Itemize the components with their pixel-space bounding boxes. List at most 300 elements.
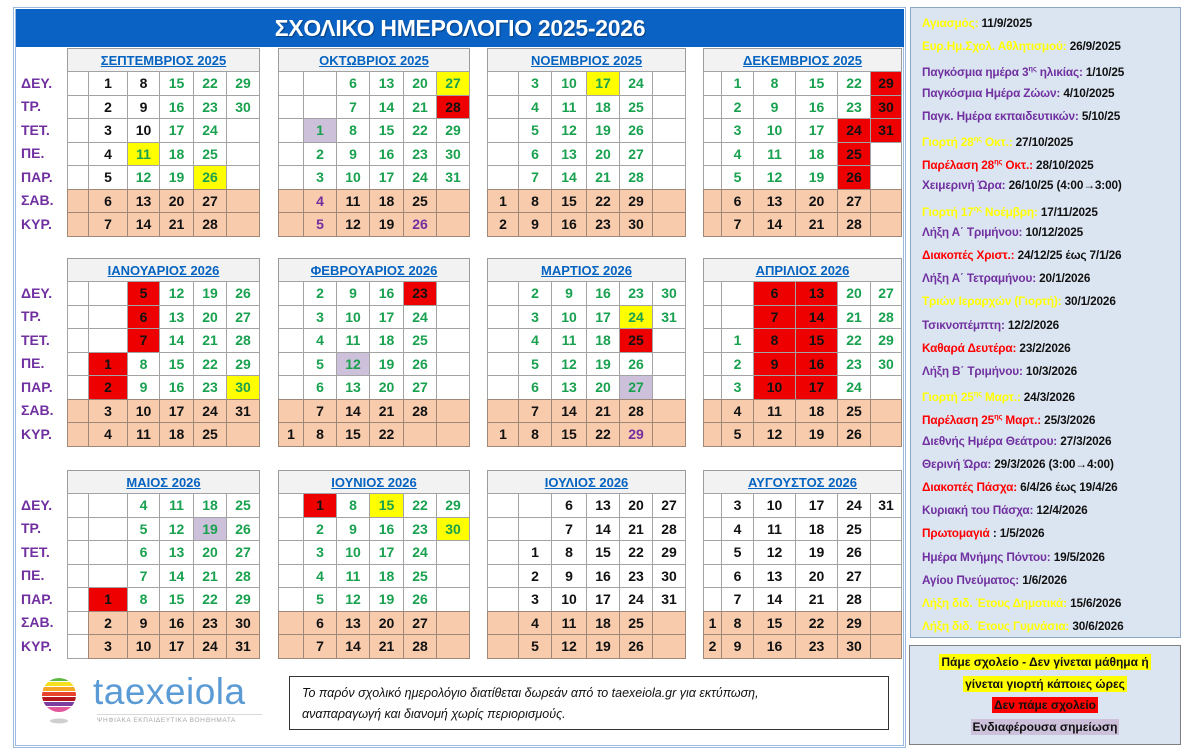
event-label-superscript: ης [973,134,982,143]
event-label [922,16,978,30]
event-label-text: Λήξη Α΄ Τριμήνου: [922,224,1023,239]
day-cell [88,305,128,330]
day-cell: 6 [753,281,796,306]
day-cell: 21 [795,587,838,612]
day-cell: 23 [193,375,227,400]
day-cell: 8 [753,328,796,353]
day-cell [88,493,128,518]
day-cell: 22 [837,71,871,96]
day-cell: 26 [403,352,437,377]
day-cell: 27 [619,142,653,167]
weekday-label: ΤΡ. [21,520,41,537]
event-label [922,271,1036,285]
event-label-text: Παγκ. Ημέρα εκπαιδευτικών: [922,108,1079,123]
month-title: ΜΑΡΤΙΟΣ 2026 [541,262,632,278]
day-cell: 5 [88,165,128,190]
event-date: 1/6/2026 [1022,572,1067,587]
day-cell: 1 [303,493,337,518]
day-cell [436,352,470,377]
day-cell: 4 [518,328,552,353]
event-item [922,200,1098,221]
day-cell [436,611,470,636]
day-cell: 28 [193,212,227,237]
event-label-text: Παγκόσμια Ημέρα Ζώων: [922,85,1061,100]
day-cell [303,95,337,120]
month-header [67,48,260,72]
month-title: ΔΕΚΕΜΒΡΙΟΣ 2025 [742,52,863,68]
day-cell [67,305,89,330]
day-cell: 13 [369,71,404,96]
day-cell: 28 [403,399,437,424]
day-cell: 15 [336,422,370,447]
day-cell: 13 [753,189,796,214]
day-cell: 14 [551,399,587,424]
day-cell: 18 [369,328,404,353]
day-cell [88,517,128,542]
day-cell [278,540,304,565]
day-cell: 11 [551,611,587,636]
event-item [922,14,1032,32]
month-title: ΙΑΝΟΥΑΡΙΟΣ 2026 [107,262,220,278]
day-cell: 4 [88,422,128,447]
day-cell: 30 [870,95,902,120]
event-label [922,341,1016,355]
legend-item [910,651,1180,673]
day-cell: 29 [619,189,653,214]
day-cell: 18 [159,142,194,167]
legend-item [910,694,1180,716]
day-cell: 7 [303,399,337,424]
day-cell: 8 [551,540,587,565]
day-cell: 27 [870,281,902,306]
event-item [922,223,1083,241]
day-cell: 24 [193,634,227,659]
day-cell: 2 [88,95,128,120]
day-cell: 15 [159,352,194,377]
event-date: 11/9/2025 [981,16,1033,30]
day-cell: 8 [127,352,160,377]
day-cell [487,71,519,96]
day-cell: 15 [551,189,587,214]
day-cell [487,305,519,330]
day-cell: 9 [551,281,587,306]
day-cell [870,142,902,167]
day-cell: 20 [619,493,653,518]
day-cell [487,564,519,589]
day-cell: 9 [721,634,754,659]
day-cell: 24 [403,305,437,330]
day-cell: 2 [88,375,128,400]
event-label-superscript: ης [973,389,982,399]
month-header [67,258,260,282]
event-date: 12/4/2026 [1036,503,1088,518]
day-cell: 13 [795,281,838,306]
day-cell [870,422,902,447]
event-label [922,619,1069,633]
day-cell: 14 [369,95,404,120]
event-item [922,478,1118,496]
day-cell [67,281,89,306]
day-cell: 13 [159,540,194,565]
day-cell: 8 [336,493,370,518]
event-item [922,269,1090,287]
day-cell: 18 [795,142,838,167]
day-cell: 27 [193,189,227,214]
day-cell: 27 [436,71,470,96]
day-cell: 29 [619,422,653,447]
day-cell: 10 [753,118,796,143]
day-cell [436,422,470,447]
day-cell: 29 [436,118,470,143]
event-date: : 1/5/2026 [992,526,1045,541]
day-cell [226,422,260,447]
event-label-text: Θερινή Ώρα: [922,456,992,471]
event-date: 20/1/2026 [1039,271,1091,286]
legend-label: γίνεται γιορτή κάποιες ώρες [965,676,1125,691]
day-cell: 3 [303,305,337,330]
day-cell: 25 [193,142,227,167]
day-cell: 23 [403,517,437,542]
day-cell [67,165,89,190]
event-item [922,455,1114,473]
day-cell: 20 [403,71,437,96]
event-label-text: Χειμερινή Ώρα: [922,178,1006,193]
event-item [922,246,1121,264]
day-cell: 21 [369,634,404,659]
day-cell: 5 [303,352,337,377]
day-cell: 12 [159,281,194,306]
event-date: 12/2/2026 [1007,317,1060,332]
event-item [922,316,1059,334]
event-label-text: Οκτ.: [1002,158,1033,173]
day-cell [278,634,304,659]
event-label [922,135,1012,149]
day-cell: 3 [721,118,754,143]
event-label-text: Νοέμβρη: [981,204,1038,219]
day-cell: 19 [795,540,838,565]
day-cell: 27 [652,493,686,518]
day-cell: 15 [551,422,587,447]
day-cell [487,634,519,659]
weekday-label: ΤΕΤ. [21,121,50,138]
day-cell [487,165,519,190]
day-cell: 24 [193,399,227,424]
event-item [922,617,1123,635]
day-cell: 21 [193,564,227,589]
day-cell: 25 [403,189,437,214]
day-cell: 3 [721,493,754,518]
month-header [487,48,686,72]
event-item [922,362,1077,380]
page-title: ΣΧΟΛΙΚΟ ΗΜΕΡΟΛΟΓΙΟ 2025-2026 [16,9,904,47]
event-label [922,596,1067,610]
event-date: 27/10/2025 [1015,135,1074,149]
day-cell: 1 [88,352,128,377]
day-cell: 25 [837,517,871,542]
weekday-label: ΚΥΡ. [21,215,52,232]
day-cell [652,212,686,237]
legend-label: Ενδιαφέρουσα σημείωση [972,719,1118,734]
day-cell [652,165,686,190]
day-cell [652,71,686,96]
day-cell: 29 [870,71,902,96]
event-date: 10/3/2026 [1025,364,1078,378]
day-cell: 31 [870,118,902,143]
day-cell: 1 [487,422,519,447]
day-cell [67,587,89,612]
day-cell: 15 [159,587,194,612]
day-cell: 19 [795,422,838,447]
event-label-text: Διακοπές Πάσχα: [922,480,1017,494]
legend-item [910,673,1180,695]
day-cell: 15 [369,118,404,143]
day-cell: 11 [551,95,587,120]
event-date: 30/6/2026 [1072,619,1124,634]
day-cell: 18 [586,328,620,353]
day-cell: 29 [226,352,260,377]
weekday-label: ΚΥΡ. [21,637,52,654]
day-cell [278,142,304,167]
day-cell: 12 [551,118,587,143]
day-cell [67,212,89,237]
day-cell: 9 [518,212,552,237]
day-cell: 29 [436,493,470,518]
day-cell: 17 [586,71,620,96]
day-cell: 3 [721,375,754,400]
day-cell: 8 [303,422,337,447]
day-cell: 6 [518,142,552,167]
day-cell: 20 [369,375,404,400]
day-cell: 28 [652,517,686,542]
day-cell: 2 [303,142,337,167]
day-cell [278,95,304,120]
day-cell: 26 [837,165,871,190]
day-cell [518,517,552,542]
day-cell [278,305,304,330]
event-date: 30/1/2026 [1064,294,1116,309]
day-cell: 5 [721,165,754,190]
event-label-text: Τσικνοπέμπτη: [922,317,1005,332]
day-cell [436,281,470,306]
day-cell: 12 [753,165,796,190]
day-cell [278,328,304,353]
day-cell: 27 [403,375,437,400]
day-cell: 5 [721,422,754,447]
day-cell: 23 [586,212,620,237]
day-cell: 19 [193,281,227,306]
day-cell: 5 [518,352,552,377]
day-cell: 15 [795,71,838,96]
day-cell: 16 [159,95,194,120]
day-cell: 29 [226,71,260,96]
day-cell: 16 [159,611,194,636]
day-cell [703,540,722,565]
event-label-superscript: ης [973,203,982,213]
day-cell: 25 [619,95,653,120]
day-cell: 14 [586,517,620,542]
weekday-label: ΤΡ. [21,308,41,325]
events-sidebar [910,7,1181,638]
day-cell: 24 [837,118,871,143]
day-cell: 8 [518,422,552,447]
event-label-text: Τριών Ιεραρχών (Γιορτή): [922,294,1062,309]
day-cell: 28 [837,212,871,237]
day-cell: 17 [369,305,404,330]
event-date: 1/10/25 [1085,65,1125,80]
day-cell [278,189,304,214]
event-label [922,86,1060,100]
day-cell: 4 [721,517,754,542]
day-cell [703,305,722,330]
day-cell: 20 [193,305,227,330]
day-cell [703,493,722,518]
month-header [703,258,902,282]
day-cell [436,328,470,353]
day-cell: 2 [721,352,754,377]
day-cell [436,375,470,400]
weekday-label: ΠΑΡ. [21,168,53,185]
event-date: 25/3/2026 [1044,413,1096,428]
day-cell [88,328,128,353]
day-cell: 10 [551,587,587,612]
day-cell: 8 [336,118,370,143]
event-label-text: Ημέρα Μνήμης Πόντου: [922,549,1051,564]
day-cell [436,564,470,589]
day-cell: 9 [753,95,796,120]
notice-line: Το παρόν σχολικό ημερολόγιο διατίθεται δωρεάν από το taexeiola.gr για εκτύπωση, [302,686,759,700]
day-cell: 30 [226,611,260,636]
weekday-label: ΤΕΤ. [21,543,50,560]
day-cell: 21 [837,305,871,330]
day-cell: 23 [403,142,437,167]
logo-subtitle: ΨΗΦΙΑΚΑ ΕΚΠΑΙΔΕΥΤΙΚΑ ΒΟΗΘΗΜΑΤΑ [97,714,262,724]
month-title: ΦΕΒΡΟΥΑΡΙΟΣ 2026 [310,262,438,278]
day-cell: 11 [159,493,194,518]
day-cell [652,95,686,120]
day-cell: 31 [226,634,260,659]
day-cell: 14 [159,564,194,589]
day-cell: 17 [586,587,620,612]
day-cell: 22 [837,328,871,353]
day-cell [278,564,304,589]
day-cell: 19 [586,634,620,659]
month-header [278,470,470,494]
day-cell: 20 [586,142,620,167]
day-cell: 10 [336,540,370,565]
day-cell: 4 [127,493,160,518]
day-cell: 26 [403,587,437,612]
day-cell: 9 [127,611,160,636]
event-label-text: Παγκόσμια ημέρα 3 [922,65,1029,80]
day-cell [703,165,722,190]
event-label [922,364,1023,378]
event-label [922,178,1005,192]
day-cell: 2 [518,564,552,589]
event-label [922,294,1061,308]
day-cell: 11 [336,189,370,214]
day-cell: 7 [721,212,754,237]
day-cell [703,281,722,306]
day-cell [487,611,519,636]
day-cell [403,422,437,447]
day-cell: 26 [619,634,653,659]
day-cell: 2 [487,212,519,237]
weekday-label: ΔΕΥ. [21,74,53,91]
day-cell: 5 [518,118,552,143]
day-cell [278,281,304,306]
day-cell: 16 [159,375,194,400]
weekday-label: ΣΑΒ. [21,192,54,209]
event-item [922,153,1094,174]
day-cell: 25 [619,611,653,636]
day-cell [652,634,686,659]
day-cell: 9 [336,142,370,167]
day-cell: 25 [619,328,653,353]
day-cell: 2 [303,281,337,306]
day-cell: 30 [436,142,470,167]
day-cell: 24 [403,165,437,190]
day-cell: 3 [88,634,128,659]
event-label-text: Πρωτομαγιά [922,526,990,541]
day-cell [67,564,89,589]
month-title: ΣΕΠΤΕΜΒΡΙΟΣ 2025 [100,52,227,68]
day-cell [870,611,902,636]
day-cell: 11 [753,517,796,542]
day-cell [703,189,722,214]
day-cell [278,493,304,518]
day-cell: 29 [652,540,686,565]
day-cell: 29 [837,611,871,636]
day-cell [703,587,722,612]
day-cell: 28 [619,165,653,190]
event-label-text: Καθαρά Δευτέρα: [922,340,1017,355]
day-cell: 19 [586,352,620,377]
day-cell: 21 [795,212,838,237]
day-cell [67,422,89,447]
event-item [922,548,1105,566]
day-cell: 6 [127,540,160,565]
day-cell [870,634,902,659]
event-label [922,526,990,540]
day-cell: 10 [336,165,370,190]
day-cell [67,352,89,377]
day-cell: 23 [193,611,227,636]
notice-line: αναπαραγωγή και διανομή χωρίς περιορισμούς. [302,707,566,721]
day-cell: 6 [336,71,370,96]
day-cell: 23 [193,95,227,120]
event-label-text: Λήξη Α΄ Τετραμήνου: [922,271,1036,286]
day-cell: 21 [369,399,404,424]
month-title: ΑΥΓΟΥΣΤΟΣ 2026 [747,474,858,490]
day-cell [278,517,304,542]
day-cell: 31 [652,305,686,330]
day-cell: 8 [753,71,796,96]
day-cell: 9 [336,517,370,542]
day-cell: 1 [721,328,754,353]
day-cell: 11 [551,328,587,353]
day-cell: 18 [795,399,838,424]
weekday-label: ΠΕ. [21,145,45,162]
day-cell: 10 [753,375,796,400]
day-cell: 13 [336,375,370,400]
day-cell [278,352,304,377]
day-cell: 6 [518,375,552,400]
day-cell: 19 [369,352,404,377]
day-cell: 4 [303,189,337,214]
day-cell: 17 [159,399,194,424]
event-item [922,571,1067,589]
event-item [922,408,1095,429]
